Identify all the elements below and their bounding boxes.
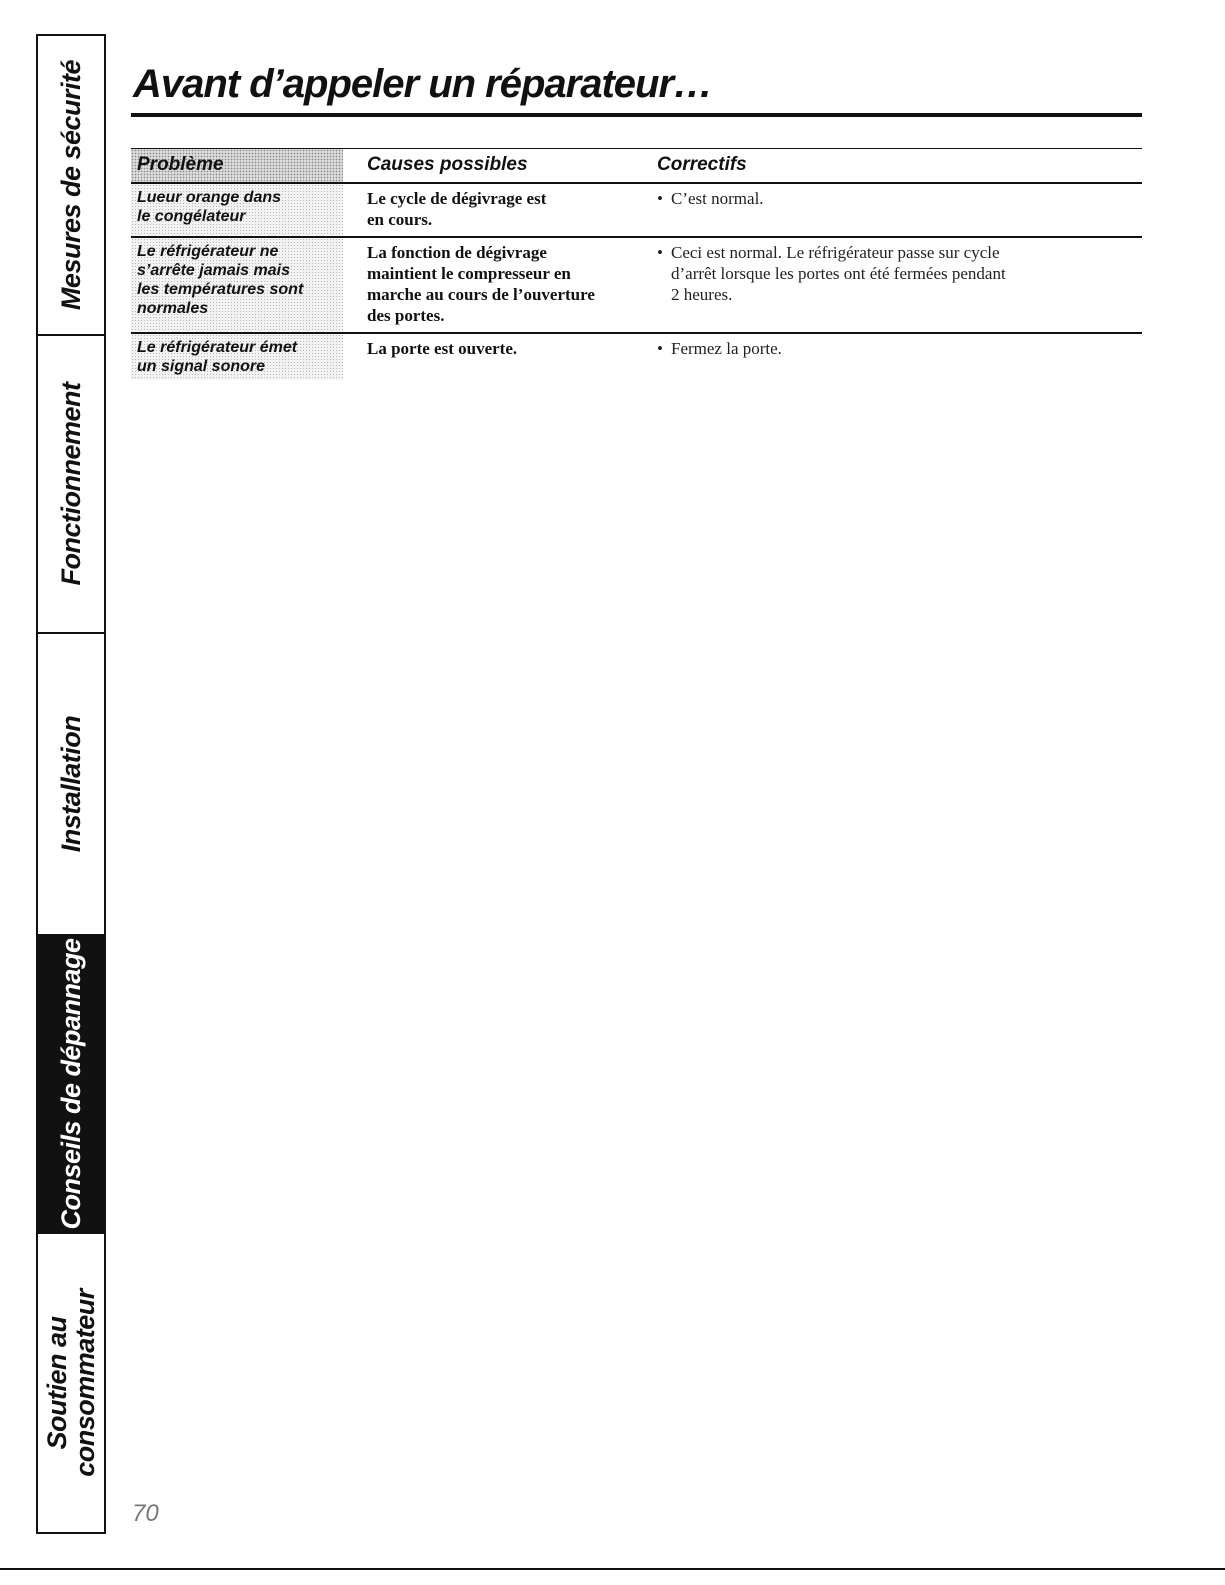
page-title: Avant d’appeler un réparateur… — [133, 62, 713, 106]
header-problem: Problème — [131, 149, 343, 182]
cause-cell — [343, 184, 633, 236]
tab-label — [57, 938, 85, 1229]
title-divider — [131, 113, 1142, 117]
problem-text: Le réfrigérateur ne s’arrête jamais mais les températures sont normales — [137, 243, 304, 317]
table-row — [131, 334, 1142, 380]
cause-text: La fonction de dégivrage maintient le compresseur en marche au cours de l’ouverture des portes. — [367, 243, 595, 325]
problem-text: Le réfrigérateur émet un signal sonore — [137, 339, 298, 375]
cause-cell — [343, 334, 633, 380]
tab-installation[interactable] — [38, 634, 104, 936]
fix-cell — [633, 334, 1142, 380]
fix-cell — [633, 184, 1142, 236]
table-row — [131, 184, 1142, 238]
tab-conseils-de-depannage[interactable] — [38, 936, 104, 1234]
troubleshooting-table — [131, 148, 1142, 380]
tab-label — [43, 1289, 99, 1477]
section-sidebar — [36, 34, 106, 1534]
page-number: 70 — [132, 1500, 159, 1527]
tab-label — [57, 383, 85, 586]
tab-label — [57, 60, 85, 310]
fix-item — [657, 188, 1142, 209]
tab-fonctionnement[interactable] — [38, 336, 104, 634]
fix-item — [657, 338, 1142, 359]
header-fixes: Correctifs — [657, 154, 747, 175]
tab-label-line: consommateur — [70, 1289, 100, 1477]
bullet-icon: • — [657, 243, 663, 262]
fix-text: Fermez la porte. — [671, 339, 782, 358]
problem-cell — [131, 238, 343, 332]
bullet-icon: • — [657, 189, 663, 208]
table-header-row — [131, 149, 1142, 184]
fix-cell — [633, 238, 1142, 332]
bullet-icon: • — [657, 339, 663, 358]
fix-item — [657, 242, 1142, 305]
tab-label — [57, 716, 85, 853]
cause-text: La porte est ouverte. — [367, 339, 518, 358]
tab-soutien-au-consommateur[interactable] — [38, 1234, 104, 1532]
tab-label-line: Installation — [56, 715, 86, 853]
header-causes: Causes possibles — [367, 154, 528, 175]
table-row — [131, 238, 1142, 334]
tab-mesures-de-securite[interactable] — [38, 36, 104, 336]
tab-label-line: Fonctionnement — [56, 382, 86, 586]
tab-label-line: Soutien au — [42, 1316, 72, 1450]
problem-text: Lueur orange dans le congélateur — [137, 189, 282, 225]
fix-text: C’est normal. — [671, 189, 764, 208]
fix-text: Ceci est normal. Le réfrigérateur passe sur cycle d’arrêt lorsque les portes ont été fermées pendant 2 heures. — [671, 243, 1006, 304]
page-bottom-divider — [0, 1568, 1225, 1570]
problem-cell — [131, 184, 343, 236]
tab-label-line: Mesures de sécurité — [56, 59, 86, 311]
cause-text: Le cycle de dégivrage est en cours. — [367, 189, 547, 229]
problem-cell — [131, 334, 343, 380]
cause-cell — [343, 238, 633, 332]
tab-label-line: Conseils de dépannage — [56, 938, 86, 1230]
